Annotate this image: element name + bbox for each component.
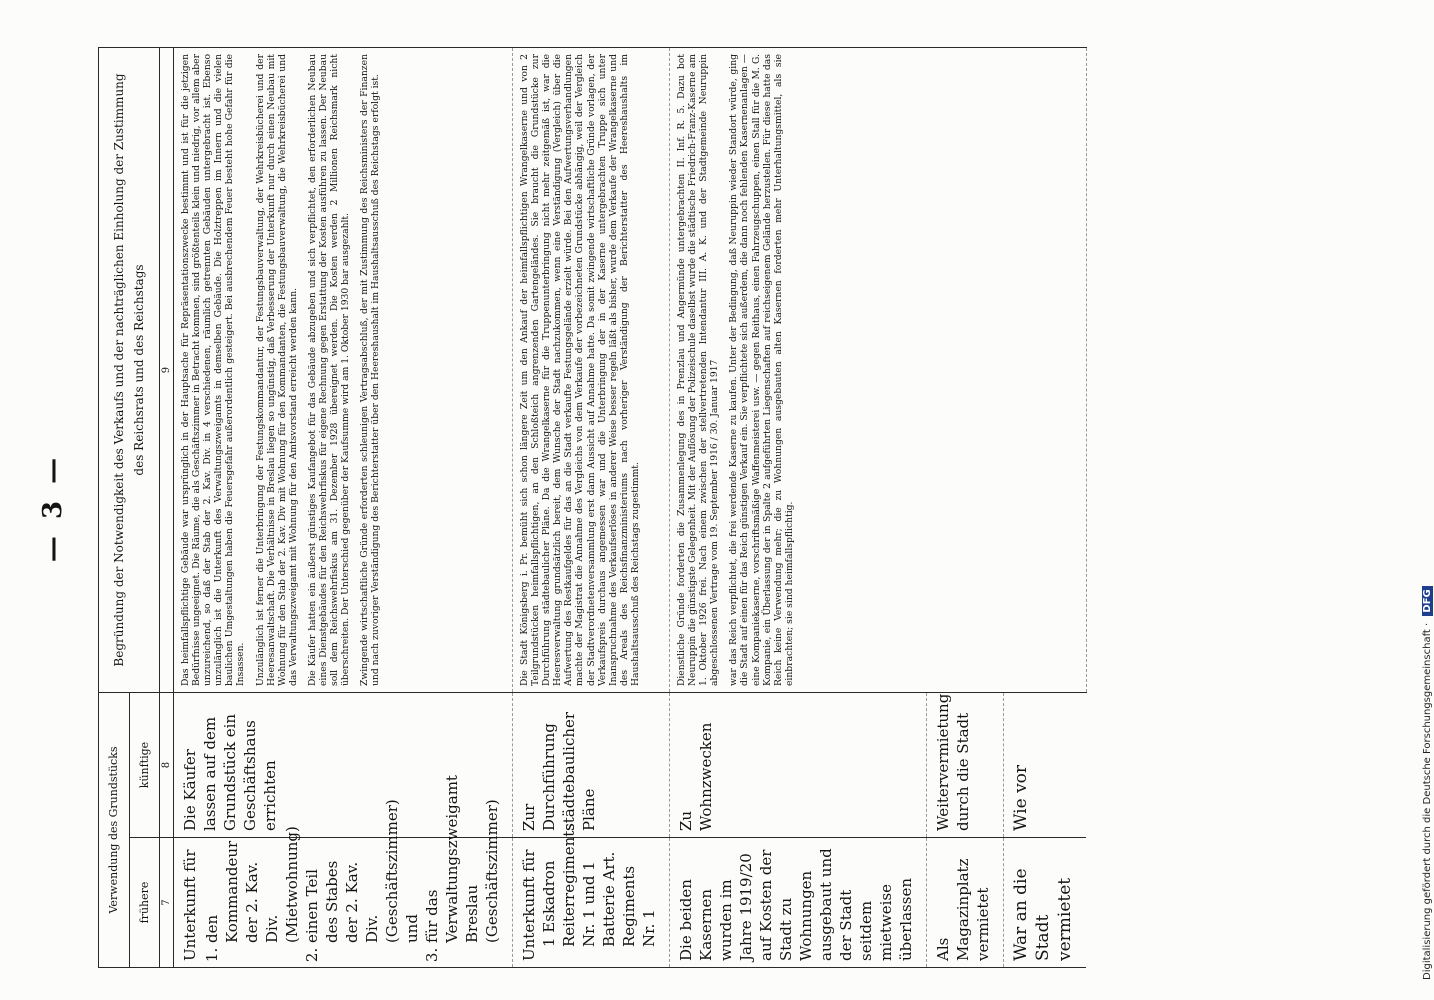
begruendung-paragraph: Das heimfallspflichtige Gebäude war ursprünglich in der Hauptsache für Repräsentationszwecke bestimmt und ist für die jetzigen Bedürfnisse ungeeignet. Die Räume, die als Geschäftszimmer in Betracht kommen, sind größtenteils klein und niedrig, vor allem aber unzureichend, so daß der Stab der 2. Kav. Div. in 4 verschiedenen, räumlich getrennten Gebäuden untergebracht ist. Ebenso unzulänglich ist die Unterkunft des Verwaltungszweigamts in demselben Gebäude. Die Holztreppen im Innern und die vielen baulichen Umgestaltungen haben die Feuersgefahr außerordentlich gesteigert. Bei ausbrechendem Feuer besteht hohe Gefahr für die Insassen. xyxy=(180,54,247,686)
list-item: 1. den Kommandeur der 2. Kav. Div. (Mietwohnung) xyxy=(202,844,302,943)
cell-frueher: War an die Stadt vermietet xyxy=(1004,838,1087,968)
cell-frueher-detail: 1 Eskadron Reiterregiments Nr. 1 und 1 Batterie Art. Regiments Nr. 1 xyxy=(540,823,658,947)
cell-frueher xyxy=(174,775,513,968)
header-kuenftig: künftige xyxy=(129,693,160,838)
cell-frueher: Als Magazinplatz vermietet xyxy=(927,838,1004,968)
dfg-logo: DFG xyxy=(1422,586,1433,615)
cell-frueher-intro: Unterkunft für xyxy=(181,849,199,961)
list-item: 3. für das Verwaltungszweigamt Breslau (Geschäftszimmer) xyxy=(422,844,502,943)
cell-begruendung xyxy=(174,48,513,693)
cell-frueher: Die beiden Kasernen wurden im Jahre 1919/20 auf Kosten der Stadt zu Wohnungen ausgebaut und der Stadt seitdem mietweise überlassen xyxy=(670,838,927,968)
cell-begruendung xyxy=(670,48,1087,693)
cell-kuenftig: Zu Wohnzwecken xyxy=(670,693,927,838)
list-item: 2. einen Teil des Stabes der 2. Kav. Div. (Geschäftszimmer) und xyxy=(302,844,422,943)
cell-frueher-intro: Unterkunft für xyxy=(520,849,538,961)
rotated-page-content xyxy=(38,48,1273,968)
page-number: — 3 — xyxy=(38,453,68,563)
cell-begruendung xyxy=(513,48,670,693)
table-row xyxy=(174,48,513,968)
frueher-list xyxy=(202,775,502,961)
table-row xyxy=(670,48,927,968)
cell-frueher xyxy=(513,823,670,968)
begruendung-paragraph: Zwingende wirtschaftliche Gründe erforderten schleunigen Vertragsabschluß, der mit Zustimmung des Reichsministers der Finanzen und nach zuvoriger Verständigung des Berichterstatter über den Heereshaushalt im Haushaltsausschuß des Reichstags erfolgt ist. xyxy=(359,54,382,686)
digitization-text: Digitalisierung gefördert durch die Deutsche Forschungsgemeinschaft xyxy=(1422,629,1433,980)
begruendung-paragraph: war das Reich verpflichtet, die frei werdende Kaserne zu kaufen. Unter der Bedingung, daß Neuruppin wieder Standort würde, ging die Stadt auf einen für das Reich günstigen Verkauf ein. Sie verpflichtete sich außerdem, die dann noch fehlenden Kasernenanlagen — eine Kompaniekaserne, vorschriftsmäßige Waffenmeisterei usw. — gegen Reithaus, einen Fahrzeugschuppen, einen Stall für die M. G. Kompanie, ein Überlassung der in Spalte 2 aufgeführten Liegenschaften auf reichseigenem Gelände herzustellen. Für diese hatte das Reich keine Verwendung mehr; die zu Wohnungen ausgebauten alten Kasernen forderten mehr Unterhaltungsmittel, als sie einbrachten; sie sind heimfallspflichtig. xyxy=(728,54,795,686)
begruendung-paragraph: Die Käufer hatten ein äußerst günstiges Kaufangebot für das Gebäude abzugeben und sich verpflichtet, den erforderlichen Neubau eines Dienstgebäudes für den Reichswehrfiskus für eigene Rechnung gegen Erstattung der Kosten ausführen zu lassen. Der Neubau soll dem Reichswehrfiskus am 31. Dezember 1928 übereignet werden. Die Kosten werden 2 Millionen Reichsmark nicht überschreiten. Der Unterschied gegenüber der Kaufsumme wird am 1. Oktober 1930 bar ausgezahlt. xyxy=(306,54,352,686)
col-number-7: 7 xyxy=(160,838,174,968)
digitization-note: Digitalisierung gefördert durch die Deutsche Forschungsgemeinschaft · DFG xyxy=(1422,0,1433,980)
col-number-8: 8 xyxy=(160,693,174,838)
begruendung-paragraph: Dienstliche Gründe forderten die Zusammenlegung des in Prenzlau und Angermünde untergebrachten II. Inf. R. 5. Dazu bot Neuruppin die günstigste Gelegenheit. Mit der Auflösung der Polizeischule daselbst wurde die städtische Friedrich-Franz-Kaserne am 1. Oktober 1926 frei. Nach einem zwischen der stellvertretenden Intendantur III. A. K. und der Stadtgemeinde Neuruppin abgeschlossenen Vertrage vom 19. September 1916 / 30. Januar 1917 xyxy=(676,54,721,686)
begruendung-paragraph: Unzulänglich ist ferner die Unterbringung der Festungskommandantur, der Festungsbauverwaltung, der Wehrkreisbücherei und der Heeresanwaltschaft. Die Verhältnisse in Breslau liegen so ungünstig, daß Verbesserung der Unterkunft nur durch einen Neubau mit Wohnung für den Stab der 2. Kav. Div mit Wohnung für den Kommandanten, die Festungsbauverwaltung, die Wehrkreisbücherei und das Verwaltungszweigamt mit Wohnung für den Amtsvorstand erreicht werden kann. xyxy=(254,54,299,686)
cell-kuenftig: Zur Durchführung städtebaulicher Pläne xyxy=(513,693,670,838)
cell-kuenftig: Wie vor xyxy=(1004,693,1087,838)
cell-kuenftig: Weitervermietung durch die Stadt xyxy=(927,693,1004,838)
header-frueher: frühere xyxy=(129,838,160,968)
land-use-table xyxy=(98,47,1087,968)
header-verwendung: Verwendung des Grundstücks xyxy=(99,693,130,968)
table-row xyxy=(513,48,670,968)
begruendung-paragraph: Die Stadt Königsberg i. Pr. bemüht sich schon längere Zeit um den Ankauf der heimfallspflichtigen Wrangelkaserne und von 2 Teilgrundstücken heimfallspflichtigen, an den Schloßteich angrenzenden Gartengeländes. Sie braucht die Grundstücke zur Durchführung städtebaulicher Pläne. Da die Wrangelkaserne für die Truppenunterbringung nicht mehr zeitgemäß ist, war die Heeresverwaltung grundsätzlich bereit, dem Wunsche der Stadt nachzukommen, wenn eine Verständigung (Vergleich) über die Aufwertung des Restkaufgeldes für das an die Stadt verkaufte Festungsgelände erzielt würde. Bei den Aufwertungsverhandlungen machte der Magistrat die Annahme des Vergleichs von dem Verkaufe der vorbezeichneten Grundstücke abhängig, weil der Vergleich der Stadtverordnetenversammlung erst dann Aussicht auf Annahme hatte. Da somit zwingende wirtschaftliche Gründe vorlagen, der Verkaufspreis durchaus angemessen war und die Unterbringung der in der Kaserne untergebrachten Truppe sich unter Inanspruchnahme des Verkaufserlöses in anderer Weise besser regeln läßt als bisher, wurde dem Verkaufe der Wrangelkaserne und des Areals des Reichsfinanzministeriums nach vorheriger Verständigung der Berichterstatter des Heereshaushalts im Haushaltsausschuß des Reichstags zugestimmt. xyxy=(519,54,641,686)
cell-kuenftig: Die Käufer lassen auf dem Grundstück ein Geschäftshaus errichten xyxy=(174,693,513,838)
col-number-9: 9 xyxy=(160,48,174,693)
header-begruendung: Begründung der Notwendigkeit des Verkaufs und der nachträglichen Einholung der Zustimmung des Reichsrats und des Reichstags xyxy=(99,48,160,693)
